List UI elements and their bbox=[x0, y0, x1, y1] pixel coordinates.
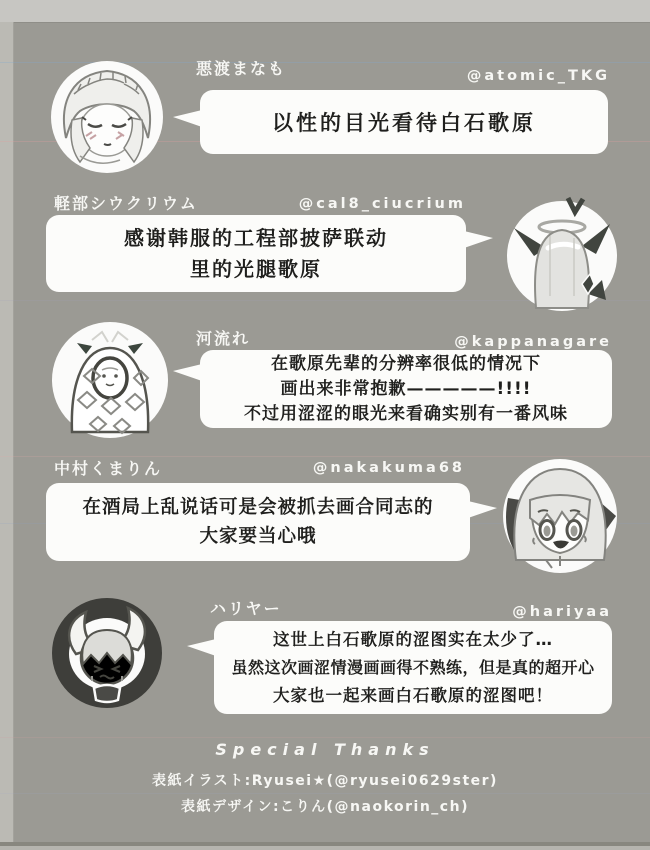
comment-line: 这世上白石歌原的涩图实在太少了… bbox=[273, 629, 553, 649]
blanket-wrapped-avatar bbox=[50, 320, 170, 440]
artist-handle: @nakakuma68 bbox=[312, 460, 465, 476]
artist-name: ハリヤー bbox=[210, 599, 282, 618]
scan-edge-left bbox=[0, 22, 14, 842]
artist-handle: @atomic_TKG bbox=[466, 68, 610, 84]
comment-line: 在酒局上乱说话可是会被抓去画合同志的 bbox=[82, 497, 434, 518]
speech-bubble bbox=[46, 483, 470, 561]
comment-line: 画出来非常抱歉—————!!!! bbox=[280, 378, 532, 399]
artist-handle: @kappanagare bbox=[454, 334, 612, 350]
scan-edge-top bbox=[0, 0, 650, 23]
speech-bubble bbox=[200, 350, 612, 428]
artist-name: 軽部シウクリウム bbox=[54, 194, 198, 213]
scan-edge-bottom bbox=[0, 842, 650, 850]
scanline bbox=[0, 793, 650, 794]
bubble-tail bbox=[468, 501, 497, 518]
horned-chibi-avatar bbox=[50, 596, 164, 710]
cover-illustration-credit: 表紙イラスト:Ryusei★(@ryusei0629ster) bbox=[152, 773, 498, 789]
comment-line: 在歌原先辈的分辨率很低的情况下 bbox=[271, 353, 541, 374]
scanline bbox=[0, 737, 650, 738]
artist-name: 河流れ bbox=[196, 329, 251, 348]
artist-handle: @cal8_ciucrium bbox=[298, 196, 466, 212]
comment-line: 不过用涩涩的眼光来看确实别有一番风味 bbox=[244, 403, 568, 424]
speech-bubble bbox=[200, 90, 608, 154]
speech-bubble bbox=[214, 621, 612, 714]
comment-line: 大家也一起来画白石歌原的涩图吧！ bbox=[273, 685, 553, 705]
comment-line: 虽然这次画涩情漫画画得不熟练，但是真的超开心 bbox=[231, 657, 595, 677]
comment-line: 大家要当心哦 bbox=[199, 526, 317, 547]
special-thanks-title: Special Thanks bbox=[215, 740, 435, 759]
blushing-girl-avatar bbox=[50, 60, 164, 174]
artist-handle: @hariyaa bbox=[512, 604, 612, 620]
comment-line: 以性的目光看待白石歌原 bbox=[272, 111, 536, 135]
speech-bubble bbox=[46, 215, 466, 292]
bubble-tail bbox=[187, 639, 216, 656]
comment-line: 感谢韩服的工程部披萨联动 bbox=[124, 225, 388, 250]
artist-name: 中村くまりん bbox=[54, 459, 163, 478]
artist-name: 悪渡まなも bbox=[196, 59, 287, 78]
comment-line: 里的光腿歌原 bbox=[190, 256, 322, 281]
bubble-tail bbox=[464, 231, 493, 248]
excited-girl-avatar bbox=[500, 456, 620, 576]
bubble-tail bbox=[173, 110, 202, 127]
long-hair-back-view-avatar bbox=[504, 196, 620, 312]
bubble-tail bbox=[173, 364, 202, 381]
cover-design-credit: 表紙デザイン:こりん(@naokorin_ch) bbox=[181, 799, 469, 815]
